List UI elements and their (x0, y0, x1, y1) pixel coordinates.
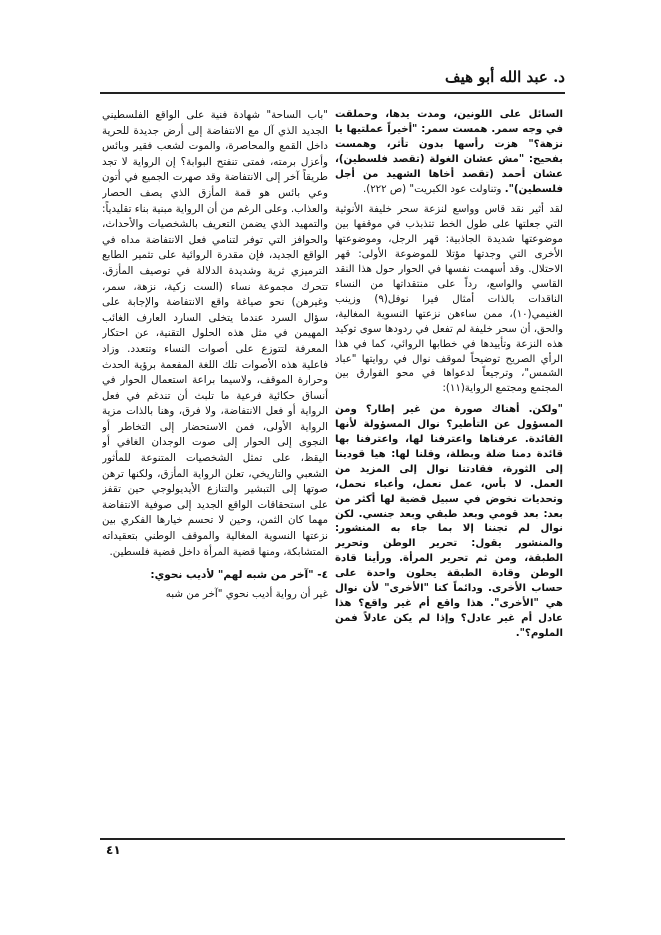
quote-tail: وتناولت عود الكبريت" (ص ٢٢٢). (362, 183, 505, 195)
paragraph (335, 108, 563, 197)
paragraph: "باب الساحة" شهادة فنية على الواقع الفلسطيني الجديد الذي آل مع الانتفاضة إلى أرض جديدة للحرية داخل القمع والمحاصرة، والموت لشعب فقير وبائس وأعزل برمته، فمتى تنفتح البوابة؟ إن الرواية لا تجد طريقاً آخر إلى الانتفاضة وقد صهرت الجميع في أتون وعي بائس هو قمة المأزق الذي يصف الحصار والعذاب. وعلى الرغم من أن الرواية مبنية بناء تقليدياً: والتمهيد الذي يضمن التعريف بالشخصيات والأحداث، والحوافز التي توفر لتنامي فعل الانتفاضة مداه في الواقع الجديد، فإن مقدرة الروائية على تثمير الطابع الترميزي ثرية وشديدة الدلالة في توصيف المأزق. تتحرك مجموعة نساء (الست زكية، نزهة، سمر، وغيرهن) نحو صياغة واقع الانتفاضة والإجابة على سؤال السرد عندما يتخلى السارد العارف الغائب المهيمن في مثل هذه الحلول التقنية، عن احتكار المعرفة لتتوزع على أصوات النساء وتتعدد. وزاد فاعلية هذه الأصوات تلك اللغة المفعمة برؤية الحدث وحرارة الموقف، ولاسيما براعة استعمال الحوار في أنساق حكائية فرعية ما تلبث أن تندغم في فعل الرواية أو فعل الانتفاضة، ولا فرق، وهنا بالذات مزية الرواية الأولى، فمن الاستحضار إلى التخاطر أو النجوى إلى الحوار إلى صوت الوجدان الغافي أو اليقظ، على تمثل الشخصيات المتنوعة للمأثور الشعبي والتاريخي، تعلن الرواية المأزق، ولكنها ترهن صوتها إلى التبشير والتنازع الأيديولوجي حين تقفز على استحقاقات الواقع الجديد إلى صوفية الانتفاضة مهما كان الثمن، وحين لا تحسم خيارها الفكري بين نزعتها النسوية المغالية والموقف الوطني بتعقيداته المتشابكة، ومنها قضية المرأة داخل قضية فلسطين. (102, 109, 328, 558)
left-column (102, 108, 328, 833)
section-heading: ٤- "آخر من شبه لهم" لأديب نحوي: (150, 569, 328, 582)
paragraph: غير أن رواية أديب نحوي "آخر من شبه (165, 587, 328, 600)
bold-quote: السائل على اللونين، ومدت يدها، وحملقت في وجه سمر. همست سمر: "أخيراً عملتيها يا نزهة؟" هزت رأسها بدون تأثر، وهمست بفحيح: "مش عشان الغولة (تقصد فلسطين)، عشان أحمد (تقصد أخاها الشهيد من أجل فلسطين)". (335, 109, 563, 195)
bold-quote-block: "ولكن. أهناك صورة من غير إطار؟ ومن المسؤول عن التأطير؟ نوال المسؤولة لأنها القائدة. عرفناها واعترفنا لها، واعترفنا بها قائدة دمنا ضلة وبطلة، وقلنا لها: هيا قودينا إلى الثورة، فقادتنا نوال إلى المزيد من العمل. لا بأس، عمل نعمل، وأعباء نحمل، وتحديات نخوض في سبيل قضية لها أكثر من بعد: بعد قومي وبعد طبقي وبعد جنسي. لكن نوال لم تجننا إلا بما جاء به المنشور: والمنشور يقول: تحرير الوطن وتحرير الطبقة، ومن ثم تحرير المرأة. ورأينا قادة الوطن وقادة الطبقة يحلون واحدة على حساب الأخرى. ودائماً كنا "الأخرى" لأن نوال هي "الأخرى". هذا واقع أم غير واقع؟ هذا عادل أم غير عادل؟ وإذا لم يكن عادلاً فمن الملوم؟". (335, 404, 563, 639)
paragraph: لقد أثير نقد قاس وواسع لنزعة سحر خليفة الأنوثية التي جعلتها على طول الخط تتذبذب في موقفها بين موضوعتها شديدة الجاذبية: قهر الرجل، وموضوعتها الأخرى التي وجدتها مؤتلا للموضوعة الأولى: قهر الاحتلال. وقد أسهمت نفسها في الحوار حول هذا النقد القاسي والواسع، رداً على منتقداتها من النساء الناقدات بالذات أمثال فيرا نوفل(٩) وزينب الغنيمي(١٠)، ممن ساءهن نزعتها النسوية المغالية، والحق، أن سحر خليفة لم تفعل في ردودها سوى توكيد هذه النزعة وتأييدها في خطابها الروائي، كما في هذا الرأي الصريح توضيحاً لموقف نوال في روايتها "عباد الشمس"، وترجيعاً لدعواها في محو الفوارق بين المجتمع ومجتمع الرواية(١١): (335, 204, 563, 395)
page-number: ٤١ (106, 843, 121, 857)
page-footer (100, 838, 565, 860)
right-column (335, 108, 563, 833)
author-name: د. عبد الله أبو هيف (445, 68, 565, 86)
running-header (100, 60, 565, 94)
